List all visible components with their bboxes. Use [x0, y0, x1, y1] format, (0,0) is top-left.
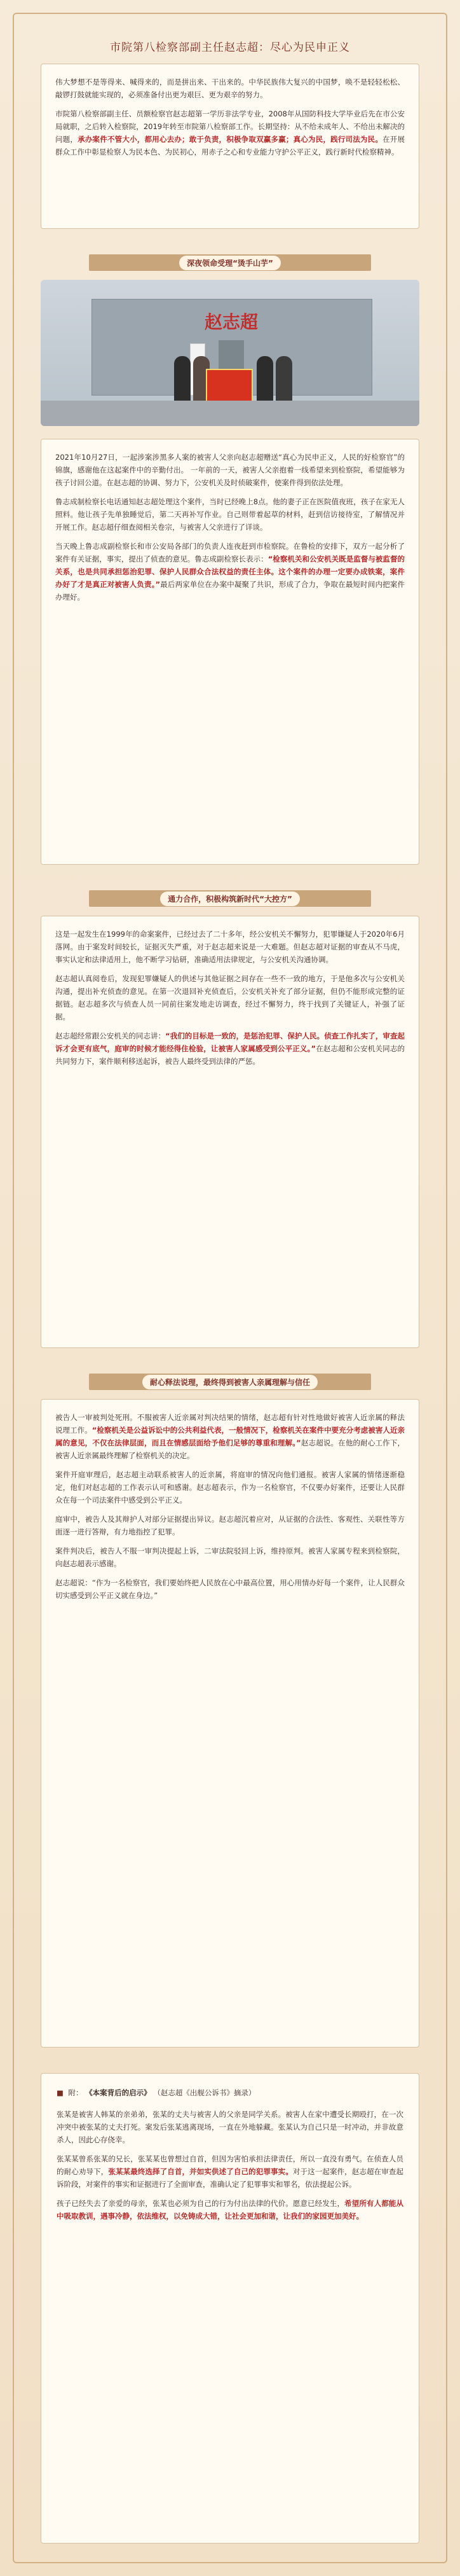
appendix-paragraph-3: [57, 2197, 403, 2222]
section-header-2: [89, 890, 371, 907]
story-3-paragraph-5: 赵志超说：“作为一名检察官，我们要始终把人民放在心中最高位置，用心用情办好每一个案件，让人民群众切实感受到公平正义就在身边。”: [55, 1578, 405, 1600]
appendix-title: 《本案背后的启示》: [85, 2088, 151, 2097]
intro-paragraph-2-highlight: 承办案件不管大小，都用心去办；敢于负责，积极争取双赢多赢；真心为民，践行司法为民。: [78, 135, 383, 144]
story-2-paragraph-3: [55, 1030, 405, 1068]
photo-ground: [41, 401, 419, 426]
story-1-paragraph-3-end: 最后两家单位在办案中凝聚了共识，形成了合力，争取在最短时间内把案件办理好。: [55, 580, 405, 602]
building-sign: 赵志超: [204, 312, 258, 333]
appendix-paragraph-3-highlight: 希望所有人都能从中吸取教训，遇事冷静，依法维权，以免铸成大错，让社会更加和谐，让我们的家园更加美好。: [57, 2199, 404, 2221]
intro-paragraph-2-end: 在开展群众工作中彰显检察人为民本色、为民初心，用赤子之心和专业能力守护公平正义，践行新时代检察精神。: [55, 135, 405, 156]
story-1-paragraph-3-start: 当天晚上鲁志成副检察长和市公安局各部门的负责人连夜赶到市检察院。在鲁检的安排下，双方一起分析了案件有关证据，事实，提出了侦查的意见。鲁志成副检察长表示：: [55, 542, 405, 563]
story-1-paragraph-3-highlight: “检察机关和公安机关既是监督与被监督的关系，也是共同承担惩治犯罪、保护人民群众合法权益的责任主体。这个案件的办理一定要办成铁案，案件办好了才是真正对被害人负责。”: [55, 554, 405, 589]
page-title: 市院第八检察部副主任赵志超：尽心为民申正义: [110, 41, 350, 54]
story-1-card: [41, 439, 419, 865]
appendix-paragraph-3-start: 孩子已经失去了亲爱的母亲，张某也必须为自己的行为付出法律的代价。愿意已经发生，: [57, 2199, 345, 2208]
appendix-tag: 附：: [68, 2088, 83, 2097]
appendix-paragraph-2: [57, 2152, 403, 2191]
story-3-card: [41, 1399, 419, 2048]
appendix-paragraph-2-start: 张某某曾系张某的兄长，张某某也曾想过自首，但因为害怕承担法律责任，所以一直没有勇气。在侦查人员的耐心劝导下，: [57, 2154, 403, 2176]
section-header-3-label: 耐心释法说理，最终得到被害人亲属理解与信任: [142, 1375, 318, 1389]
appendix-bullet: ■: [57, 2088, 64, 2097]
section-header-3: [89, 1374, 371, 1390]
story-1-paragraph-1-start: 2021年10月27日，一起涉案涉黑多人案的被害人父亲向赵志超赠送“真心为民申正义，人民的好检察官”的锦旗，感谢他在这起案件中的辛勤付出。: [55, 453, 405, 474]
story-3-paragraph-1-highlight: “检察机关是公益诉讼中的公共利益代表，一般情况下，检察机关在案件中要充分考虑被害人近亲属的意见，不仅在法律层面，而且在情感层面给予他们足够的尊重和理解。”: [55, 1426, 405, 1447]
appendix-paragraph-2-end: 对于这一起案件，赵志超在审查起诉阶段，对案件的事实和证据进行了全面审查，准确认定了犯罪事实和罪名，依法提起公诉。: [57, 2167, 404, 2189]
story-3-paragraph-1-start: 被告人一审被判处死刑。不服被害人近亲属对判决结果的情绪，赵志超有针对性地做好被害人近亲属的释法说理工作。: [55, 1413, 405, 1435]
story-3-paragraph-3: 庭审中，被告人及其辩护人对部分证据提出异议。赵志超沉着应对，从证据的合法性、客观性、关联性等方面逐一进行答辩，有力地指控了犯罪。: [55, 1515, 405, 1536]
story-1-paragraph-1: [55, 451, 405, 489]
appendix-author: （赵志超《出舰公诉书》摘录）: [153, 2088, 256, 2097]
story-3-paragraph-2: 案件开庭审理后，赵志超主动联系被害人的近亲属，将庭审的情况向他们通报。被害人家属的情绪逐渐稳定，他们对赵志超的工作表示认可和感谢。赵志超表示，作为一名检察官，不仅要办好案件，还要让人民群众在每一个司法案件中感受到公平正义。: [55, 1470, 405, 1505]
section-header-1: [89, 254, 371, 271]
story-2-paragraph-1: 这是一起发生在1999年的命案案件，已经过去了二十多年，经公安机关不懈努力，犯罪嫌疑人于2020年6月落网。由于案发时间较长，证据灭失严重，对于赵志超来说是一大难题。但赵志超对证据的审查从不马虎，事实认定和法律适用上，他不断学习钻研，准确适用法律规定，与公安机关沟通协调。: [55, 930, 405, 964]
story-2-paragraph-3-start: 赵志超经常跟公安机关的同志讲：: [55, 1031, 166, 1040]
story-1-paragraph-2: 鲁志成制检察长电话通知赵志超处理这个案件，当时已经晚上8点。他的妻子正在医院值夜班，孩子在家无人照料。他让孩子先单独睡觉后，第二天再补写作业。自己则带着起草的材料，赶到信访接待室，了解情况并开展工作。赵志超仔细查阅相关卷宗，与被害人父亲进行了详谈。: [55, 497, 405, 532]
appendix-box: [41, 2073, 419, 2544]
story-3-paragraph-4: 案件判决后，被告人不服一审判决提起上诉，二审法院驳回上诉，维持原判。被害人家属专程来到检察院，向赵志超表示感谢。: [55, 1546, 405, 1568]
appendix-paragraph-2-highlight: 张某某最终选择了自首，并如实供述了自己的犯罪事实。: [108, 2167, 293, 2176]
section-header-2-label: 通力合作，积极构筑新时代“大控方”: [160, 892, 300, 906]
section-header-1-label: 深夜领命受理“烫手山芋”: [179, 256, 281, 270]
appendix-heading: [57, 2086, 403, 2099]
story-3-paragraph-1: [55, 1411, 405, 1462]
appendix-paragraph-1: 张某是被害人韩某的亲弟弟，张某的丈夫与被害人的父亲是同学关系。被害人在家中遭受长期殴打，在一次冲突中被张某的丈夫打死。案发后张某逃离现场，一直在外地躲藏。张某认为自己只是一时冲动，并非故意杀人，因此心存侥幸。: [57, 2110, 403, 2144]
story-1-paragraph-3: [55, 540, 405, 603]
photo-ceremony: [41, 280, 419, 426]
intro-paragraph-2-start: 市院第八检察部副主任、员额检察官赵志超第一学历非法学专业，2008年从国防科技大学毕业后先在市公安局就职，之后转入检察院，2019年转至市院第八检察部工作。长期坚持：从不给未成年人、不给出未解决的问题，: [55, 109, 405, 144]
intro-paragraph-1: 伟大梦想不是等得来、喊得来的，而是拼出来、干出来的。中华民族伟大复兴的中国梦，唤不是轻轻松松、敲锣打鼓就能实现的，必须准备付出更为艰巨、更为艰辛的努力。: [55, 78, 405, 99]
story-2-card: [41, 916, 419, 1348]
story-1-paragraph-1-end: 一年前的一天，被害人父亲抱着一线希望来到检察院，希望能够为孩子讨回公道。在赵志超的协调、努力下，公安机关及时侦破案件，使案件得到依法处理。: [55, 465, 405, 487]
story-3-paragraph-1-end: 赵志超说。在他的耐心工作下，被害人近亲属最终理解了检察机关的决定。: [55, 1438, 405, 1460]
intro-card: [41, 64, 419, 229]
story-2-paragraph-2: 赵志超认真阅卷后，发现犯罪嫌疑人的供述与其他证据之间存在一些不一致的地方，于是他多次与公安机关沟通，提出补充侦查的意见。在第一次退回补充侦查后，公安机关补充了部分证据，但仍不能形成完整的证据链。赵志超多次与侦查人员一同前往案发地走访调查，经过不懈努力，终于找到了关键证人，补强了证据。: [55, 974, 405, 1021]
intro-paragraph-2: [55, 107, 405, 158]
story-2-paragraph-3-highlight: “我们的目标是一致的，是惩治犯罪、保护人民。侦查工作扎实了，审查起诉才会更有底气，庭审的时候才能经得住检验，让被害人家属感受到公平正义。”: [55, 1031, 405, 1053]
story-2-paragraph-3-end: 在赵志超和公安机关同志的共同努力下，案件顺利移送起诉，被告人最终受到法律的严惩。: [55, 1044, 405, 1066]
